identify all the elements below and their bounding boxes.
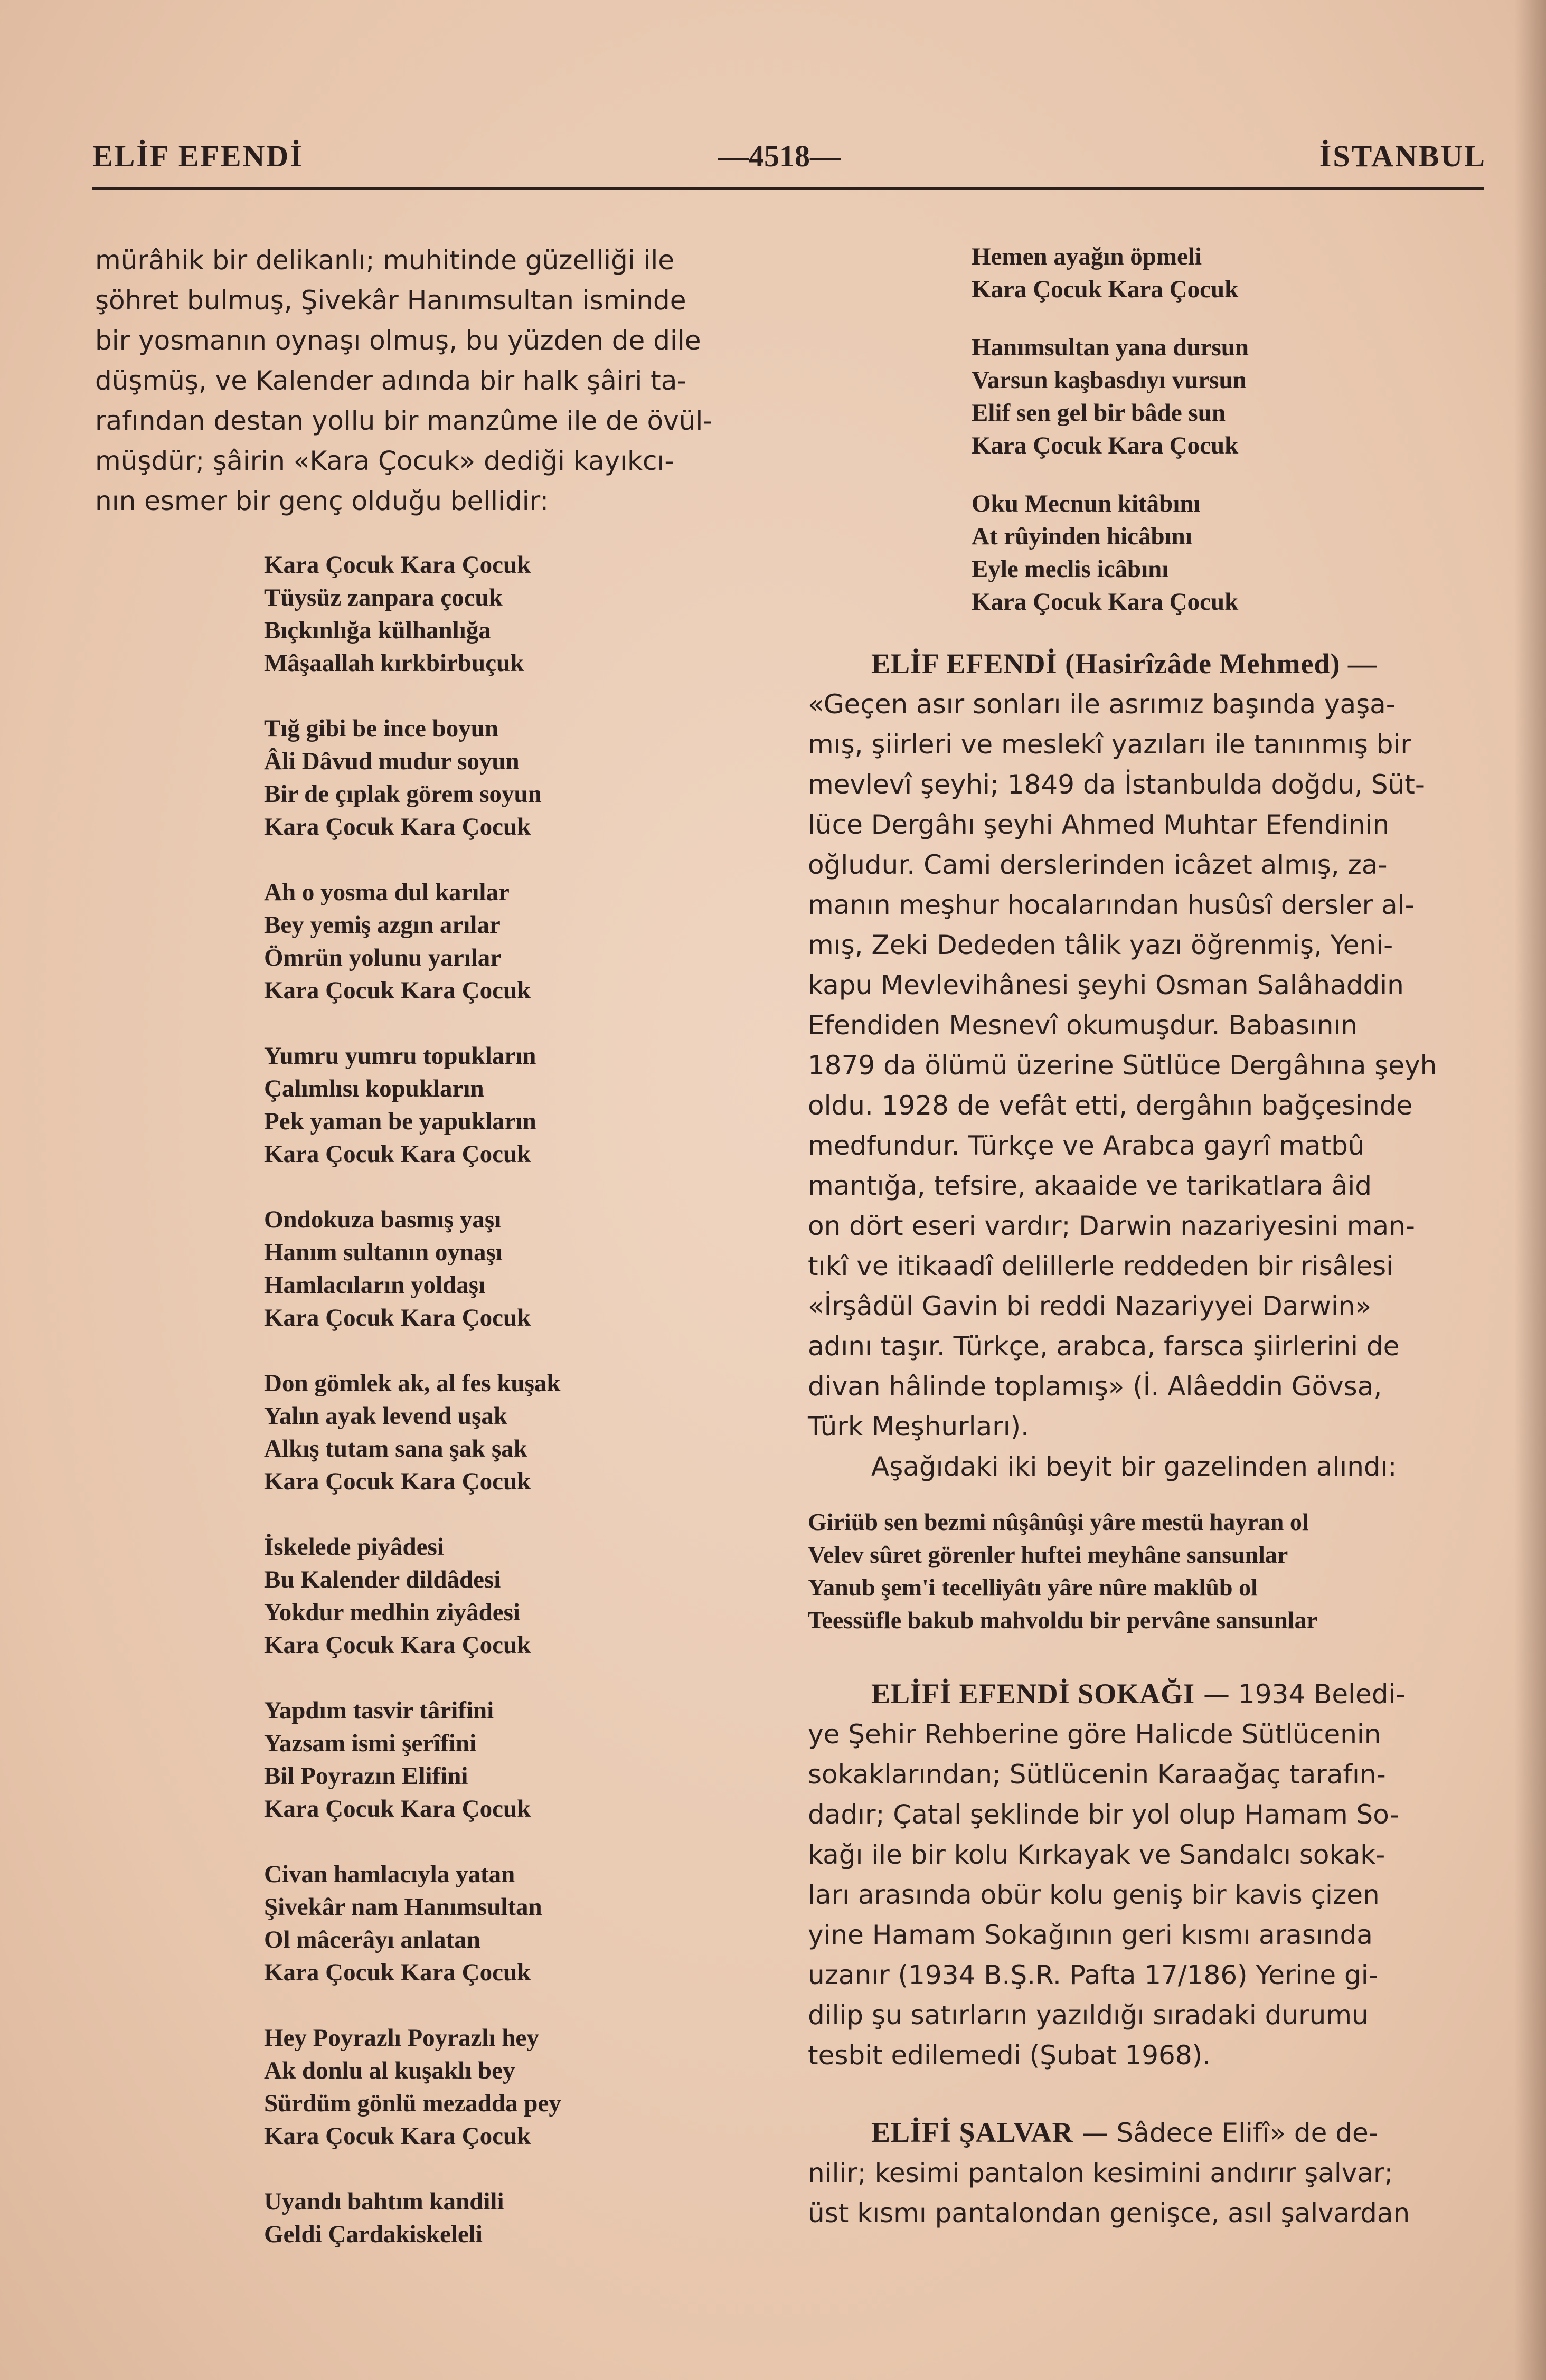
verse-line: Çalımlısı kopukların [264,1075,484,1102]
verse-line: Kara Çocuk Kara Çocuk [264,1959,531,1986]
text-line: lüce Dergâhı şeyhi Ahmed Muhtar Efendinin [808,809,1390,840]
verse-line: Sürdüm gönlü mezadda pey [264,2090,561,2117]
text-line: nilir; kesimi pantalon kesimini andırır şalvar; [808,2158,1393,2188]
text-line: tıkî ve itikaadî delillerle reddeden bir risâlesi [808,1251,1394,1281]
verse-line: Ondokuza basmış yaşı [264,1206,502,1233]
verse-line: Tüysüz zanpara çocuk [264,584,503,611]
verse-line: Hanımsultan yana dursun [972,334,1249,361]
verse-line: Bil Poyrazın Elifini [264,1762,468,1790]
stanza [264,2022,781,2152]
verse-line: Kara Çocuk Kara Çocuk [264,1795,531,1822]
text-line: nın esmer bir genç olduğu bellidir: [95,486,549,516]
verse-line: İskelede piyâdesi [264,1533,444,1561]
text-line: tesbit edilemedi (Şubat 1968). [808,2040,1211,2071]
verse-line: Mâşaallah kırkbirbuçuk [264,649,524,677]
entry-heading: ELİFİ EFENDİ SOKAĞI [871,1678,1195,1710]
verse-line: Uyandı bahtım kandili [264,2188,504,2215]
verse-line: Pek yaman be yapukların [264,1108,536,1135]
text-line: yine Hamam Sokağının geri kısmı arasında [808,1920,1373,1950]
text-line: mevlevî şeyhi; 1849 da İstanbulda doğdu, Süt- [808,769,1425,800]
verse-line: Bıçkınlığa külhanlığa [264,617,491,644]
entry-heading-rest: — Sâdece Elifî» de de- [1073,2118,1378,2148]
text-line: üst kısmı pantalondan genişce, asıl şalvardan [808,2198,1410,2228]
verse-line: Hey Poyrazlı Poyrazlı hey [264,2024,539,2052]
verse-line: Oku Mecnun kitâbını [972,490,1201,517]
entry-elifi-salvar [808,2112,1489,2233]
verse-line: Yalın ayak levend uşak [264,1402,508,1430]
left-column [95,240,781,2283]
header-rule [92,187,1484,190]
verse-line: Kara Çocuk Kara Çocuk [264,977,531,1004]
verse-line: Kara Çocuk Kara Çocuk [264,1468,531,1495]
verse-line: Âli Dâvud mudur soyun [264,748,520,775]
verse-line: Bu Kalender dildâdesi [264,1566,501,1593]
verse-line: Ol mâcerâyı anlatan [264,1926,480,1953]
text-line: kağı ile bir kolu Kırkayak ve Sandalcı sokak- [808,1839,1385,1870]
verse-line: Don gömlek ak, al fes kuşak [264,1370,561,1397]
text-line: dilip şu satırların yazıldığı sıradaki durumu [808,2000,1369,2030]
verse-line: Eyle meclis icâbını [972,555,1169,583]
verse-line: Velev sûret görenler huftei meyhâne sansunlar [808,1541,1288,1568]
text-line: ye Şehir Rehberine göre Halicde Sütlücenin [808,1719,1381,1750]
verse-line: Kara Çocuk Kara Çocuk [972,432,1239,459]
text-line: «İrşâdül Gavin bi reddi Nazariyyei Darwin» [808,1291,1372,1321]
text-line: manın meşhur hocalarından husûsî dersler al- [808,890,1415,920]
stanza [972,331,1489,462]
stanza [264,1040,781,1170]
header-right-title: İSTANBUL [1319,139,1486,173]
verse-line: At rûyinden hicâbını [972,523,1192,550]
right-column [808,240,1489,2233]
verse-line: Kara Çocuk Kara Çocuk [264,551,531,579]
text-line: adını taşır. Türkçe, arabca, farsca şiirlerini de [808,1331,1400,1362]
page-edge-shadow [1514,0,1546,2380]
text-line: mış, Zeki Dededen tâlik yazı öğrenmiş, Yeni- [808,930,1393,960]
stanza [264,2185,781,2251]
verse-line: Giriüb sen bezmi nûşânûşi yâre mestü hayran ol [808,1508,1309,1535]
poem-continued [808,240,1489,618]
text-line: bir yosmanın oynaşı olmuş, bu yüzden de dile [95,325,701,356]
verse-line: Yanub şem'i tecelliyâtı yâre nûre maklûb ol [808,1574,1258,1601]
text-line: ları arasında obür kolu geniş bir kavis çizen [808,1880,1380,1910]
entry-elif-efendi [808,644,1489,1637]
text-line: uzanır (1934 B.Ş.R. Pafta 17/186) Yerine gi- [808,1960,1378,1990]
verse-line: Hemen ayağın öpmeli [972,243,1202,270]
text-line: mürâhik bir delikanlı; muhitinde güzelliği ile [95,245,675,276]
verse-line: Yazsam ismi şerîfini [264,1730,477,1757]
verse-line: Kara Çocuk Kara Çocuk [264,2122,531,2150]
verse-line: Tığ gibi be ince boyun [264,715,498,742]
text-line: sokaklarından; Sütlücenin Karaağaç tarafın- [808,1759,1386,1790]
stanza [264,1531,781,1661]
verse-line: Şivekâr nam Hanımsultan [264,1893,542,1921]
verse-line: Ak donlu al kuşaklı bey [264,2057,515,2084]
text-line: «Geçen asır sonları ile asrımız başında yaşa- [808,689,1396,720]
verse-line: Kara Çocuk Kara Çocuk [264,1140,531,1168]
verse-line: Kara Çocuk Kara Çocuk [264,813,531,840]
verse-line: Teessüfle bakub mahvoldu bir pervâne sansunlar [808,1607,1317,1633]
page-number: —4518— [718,139,841,173]
verse-line: Bey yemiş azgın arılar [264,911,501,939]
stanza [972,487,1489,618]
verse-line: Yokdur medhin ziyâdesi [264,1599,520,1626]
verse-line: Geldi Çardakiskeleli [264,2221,483,2248]
stanza [264,1203,781,1334]
header-left-title: ELİF EFENDİ [92,139,304,173]
text-line: düşmüş, ve Kalender adında bir halk şâiri ta- [95,365,687,396]
stanza [264,712,781,843]
verse-line: Kara Çocuk Kara Çocuk [264,1304,531,1331]
text-line: on dört eseri vardır; Darwin nazariyesini man- [808,1211,1415,1241]
stanza [264,1367,781,1498]
verse-line: Yumru yumru topukların [264,1042,536,1070]
text-line: dadır; Çatal şeklinde bir yol olup Hamam So- [808,1799,1399,1830]
text-line: müşdür; şâirin «Kara Çocuk» dediği kayıkcı- [95,446,674,476]
entry-heading-rest: — 1934 Beledi- [1195,1679,1406,1710]
intro-paragraph [95,240,781,521]
verse-line: Varsun kaşbasdıyı vursun [972,366,1247,394]
verse-line: Hanım sultanın oynaşı [264,1239,503,1266]
text-line: Aşağıdaki iki beyit bir gazelinden alındı: [871,1451,1397,1482]
text-line: divan hâlinde toplamış» (İ. Alâeddin Gövsa, [808,1371,1382,1402]
text-line: şöhret bulmuş, Şivekâr Hanımsultan isminde [95,285,686,316]
gazel-couplets [808,1506,1489,1637]
text-line: Türk Meşhurları). [808,1411,1030,1442]
stanza [972,240,1489,306]
text-line: medfundur. Türkçe ve Arabca gayrî matbû [808,1130,1365,1161]
poem [264,549,781,2251]
text-line: oldu. 1928 de vefât etti, dergâhın bağçesinde [808,1090,1413,1121]
text-line: mantığa, tefsire, akaaide ve tarikatlara âid [808,1170,1372,1201]
stanza [264,1694,781,1825]
stanza [264,876,781,1007]
verse-line: Hamlacıların yoldaşı [264,1271,486,1299]
verse-line: Kara Çocuk Kara Çocuk [972,276,1239,303]
entry-heading: ELİFİ ŞALVAR [871,2117,1073,2148]
entry-heading: ELİF EFENDİ [871,648,1058,679]
verse-line: Yapdım tasvir târifini [264,1697,494,1724]
stanza [264,549,781,679]
text-line: mış, şiirleri ve meslekî yazıları ile tanınmış bir [808,729,1411,760]
text-line: kapu Mevlevihânesi şeyhi Osman Salâhaddin [808,970,1404,1000]
verse-line: Bir de çıplak görem soyun [264,780,542,808]
text-line: 1879 da ölümü üzerine Sütlüce Dergâhına şeyh [808,1050,1437,1081]
verse-line: Ah o yosma dul karılar [264,879,510,906]
text-line: rafından destan yollu bir manzûme ile de övül- [95,405,713,436]
running-header [92,138,1486,181]
verse-line: Ömrün yolunu yarılar [264,944,502,971]
text-line: oğludur. Cami derslerinden icâzet almış, za- [808,849,1388,880]
entry-elifi-efendi-sokagi [808,1674,1489,2075]
stanza [264,1858,781,1989]
verse-line: Elif sen gel bir bâde sun [972,399,1226,427]
entry-heading-rest: (Hasirîzâde Mehmed) — [1057,648,1377,679]
text-line: Efendiden Mesnevî okumuşdur. Babasının [808,1010,1358,1041]
verse-line: Kara Çocuk Kara Çocuk [972,588,1239,616]
verse-line: Alkış tutam sana şak şak [264,1435,527,1462]
verse-line: Civan hamlacıyla yatan [264,1860,515,1888]
verse-line: Kara Çocuk Kara Çocuk [264,1631,531,1659]
